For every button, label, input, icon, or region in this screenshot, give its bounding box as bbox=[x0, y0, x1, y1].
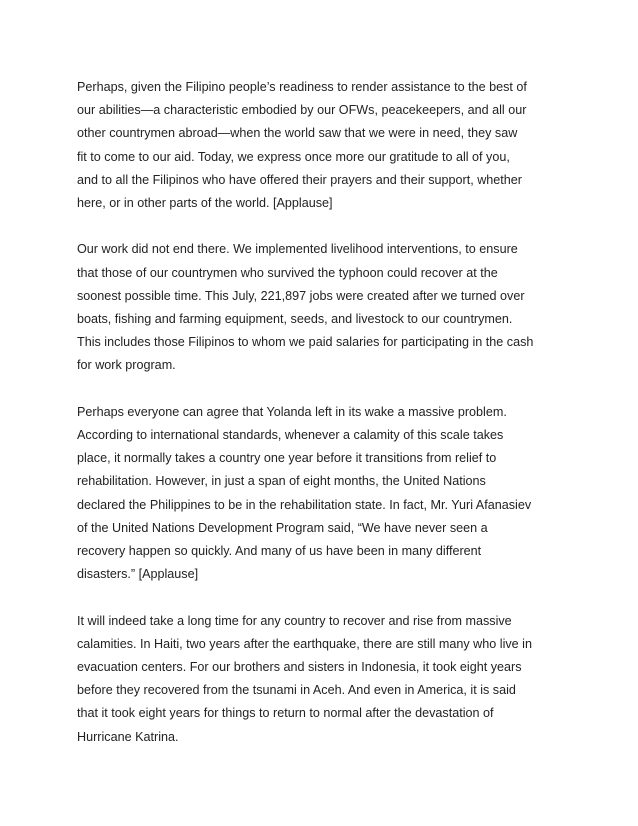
paragraph-2 bbox=[77, 238, 567, 377]
paragraph-line: This includes those Filipinos to whom we paid salaries for participating in the cash bbox=[77, 335, 534, 350]
paragraph-line: calamities. In Haiti, two years after the earthquake, there are still many who live in bbox=[77, 636, 532, 651]
paragraph-line: evacuation centers. For our brothers and sisters in Indonesia, it took eight years bbox=[77, 660, 522, 675]
paragraph-line: rehabilitation. However, in just a span of eight months, the United Nations bbox=[77, 474, 486, 489]
paragraph-line: disasters.” [Applause] bbox=[77, 567, 199, 582]
paragraph-line: fit to come to our aid. Today, we express once more our gratitude to all of you, bbox=[77, 149, 510, 164]
paragraph-3 bbox=[77, 401, 567, 587]
paragraph-line: other countrymen abroad—when the world saw that we were in need, they saw bbox=[77, 126, 518, 141]
paragraph-line: here, or in other parts of the world. [Applause] bbox=[77, 196, 333, 211]
document-body bbox=[77, 76, 567, 772]
paragraph-line: Our work did not end there. We implemented livelihood interventions, to ensure bbox=[77, 242, 518, 257]
paragraph-line: soonest possible time. This July, 221,897 jobs were created after we turned over bbox=[77, 288, 525, 303]
paragraph-line: that it took eight years for things to return to normal after the devastation of bbox=[77, 706, 494, 721]
paragraph-line: place, it normally takes a country one year before it transitions from relief to bbox=[77, 451, 497, 466]
paragraph-4 bbox=[77, 610, 567, 749]
paragraph-line: of the United Nations Development Program said, “We have never seen a bbox=[77, 520, 488, 535]
paragraph-1 bbox=[77, 76, 567, 215]
paragraph-line: Perhaps, given the Filipino people’s readiness to render assistance to the best of bbox=[77, 80, 527, 94]
paragraph-line: before they recovered from the tsunami in Aceh. And even in America, it is said bbox=[77, 683, 516, 698]
paragraph-line: and to all the Filipinos who have offered their prayers and their support, whether bbox=[77, 172, 523, 187]
paragraph-line: boats, fishing and farming equipment, seeds, and livestock to our countrymen. bbox=[77, 312, 513, 327]
paragraph-line: It will indeed take a long time for any country to recover and rise from massive bbox=[77, 613, 512, 628]
paragraph-line: for work program. bbox=[77, 358, 176, 373]
paragraph-line: Hurricane Katrina. bbox=[77, 729, 179, 744]
paragraph-line: According to international standards, whenever a calamity of this scale takes bbox=[77, 428, 504, 443]
paragraph-line: that those of our countrymen who survived the typhoon could recover at the bbox=[77, 265, 498, 280]
paragraph-line: Perhaps everyone can agree that Yolanda left in its wake a massive problem. bbox=[77, 404, 507, 419]
paragraph-line: declared the Philippines to be in the rehabilitation state. In fact, Mr. Yuri Afanasiev bbox=[77, 497, 532, 512]
paragraph-line: our abilities—a characteristic embodied by our OFWs, peacekeepers, and all our bbox=[77, 103, 527, 118]
paragraph-line: recovery happen so quickly. And many of us have been in many different bbox=[77, 544, 482, 559]
